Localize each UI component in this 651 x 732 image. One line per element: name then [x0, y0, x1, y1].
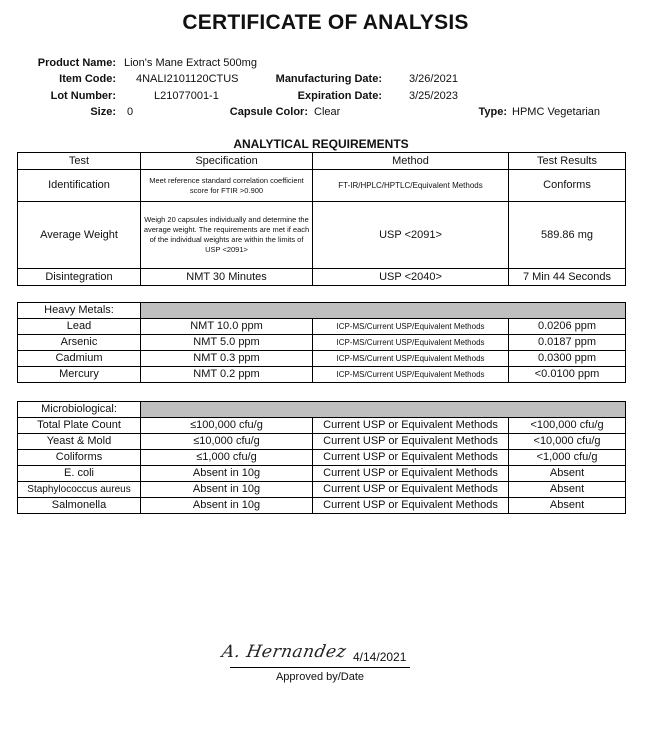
analytical-table — [17, 152, 626, 286]
manufacturing-date-label: Manufacturing Date: — [275, 73, 382, 85]
specification: NMT 0.2 ppm — [141, 367, 313, 383]
header-specification: Specification — [141, 153, 313, 170]
heavy-metals-title: Heavy Metals: — [18, 303, 141, 319]
expiration-date-label: Expiration Date: — [297, 90, 382, 102]
header-test: Test — [18, 153, 141, 170]
item-code-value: 4NALI2101120CTUS — [136, 73, 239, 85]
type-label: Type: — [478, 106, 507, 118]
heavy-metals-table — [17, 302, 626, 383]
capsule-color-value: Clear — [314, 106, 341, 118]
specification: Weigh 20 capsules individually and determine the average weight. The requirements are met if each of the individual weights are within the limits of USP <2091> — [141, 202, 313, 269]
test-result: Absent — [509, 498, 626, 514]
specification: NMT 10.0 ppm — [141, 319, 313, 335]
test-result: 7 Min 44 Seconds — [509, 269, 626, 286]
test-result: Conforms — [509, 170, 626, 202]
expiration-date-value: 3/25/2023 — [409, 90, 458, 102]
test-result: <10,000 cfu/g — [509, 434, 626, 450]
test-name: Cadmium — [18, 351, 141, 367]
table-row — [18, 319, 626, 335]
specification: Absent in 10g — [141, 466, 313, 482]
signature-line — [230, 667, 410, 668]
table-row — [18, 170, 626, 202]
table-row — [18, 351, 626, 367]
analytical-requirements-title: ANALYTICAL REQUIREMENTS — [233, 137, 409, 151]
table-row — [18, 269, 626, 286]
product-name-label: Product Name: — [37, 57, 116, 69]
lot-number-value: L21077001-1 — [154, 90, 219, 102]
test-name: Yeast & Mold — [18, 434, 141, 450]
method: ICP-MS/Current USP/Equivalent Methods — [313, 319, 509, 335]
size-label: Size: — [90, 106, 116, 118]
test-name: Lead — [18, 319, 141, 335]
method: Current USP or Equivalent Methods — [313, 434, 509, 450]
test-result: 589.86 mg — [509, 202, 626, 269]
method: Current USP or Equivalent Methods — [313, 482, 509, 498]
test-result: 0.0187 ppm — [509, 335, 626, 351]
test-name: Total Plate Count — [18, 418, 141, 434]
method: ICP-MS/Current USP/Equivalent Methods — [313, 335, 509, 351]
table-header-row — [18, 153, 626, 170]
header-test-results: Test Results — [509, 153, 626, 170]
item-code-label: Item Code: — [59, 73, 116, 85]
test-name: Coliforms — [18, 450, 141, 466]
specification: ≤10,000 cfu/g — [141, 434, 313, 450]
test-name: Arsenic — [18, 335, 141, 351]
section-header-row — [18, 303, 626, 319]
table-row — [18, 434, 626, 450]
type-value: HPMC Vegetarian — [512, 106, 601, 118]
specification: Absent in 10g — [141, 498, 313, 514]
test-name: Average Weight — [18, 202, 141, 269]
test-name: E. coli — [18, 466, 141, 482]
table-row — [18, 450, 626, 466]
test-name: Staphylococcus aureus — [18, 482, 141, 498]
document-title: CERTIFICATE OF ANALYSIS — [182, 11, 469, 34]
specification: ≤1,000 cfu/g — [141, 450, 313, 466]
specification: NMT 5.0 ppm — [141, 335, 313, 351]
table-row — [18, 418, 626, 434]
test-result: <0.0100 ppm — [509, 367, 626, 383]
table-row — [18, 202, 626, 269]
method: USP <2040> — [313, 269, 509, 286]
method: Current USP or Equivalent Methods — [313, 498, 509, 514]
test-result: <1,000 cfu/g — [509, 450, 626, 466]
product-name-value: Lion's Mane Extract 500mg — [124, 57, 257, 69]
specification: NMT 0.3 ppm — [141, 351, 313, 367]
test-name: Identification — [18, 170, 141, 202]
section-header-row — [18, 402, 626, 418]
specification: ≤100,000 cfu/g — [141, 418, 313, 434]
specification: Absent in 10g — [141, 482, 313, 498]
table-row — [18, 466, 626, 482]
method: ICP-MS/Current USP/Equivalent Methods — [313, 351, 509, 367]
table-row — [18, 498, 626, 514]
approver-signature: A. Hernandez — [220, 642, 348, 662]
table-row — [18, 335, 626, 351]
test-name: Mercury — [18, 367, 141, 383]
method: Current USP or Equivalent Methods — [313, 450, 509, 466]
test-result: 0.0206 ppm — [509, 319, 626, 335]
table-row — [18, 367, 626, 383]
microbiological-title: Microbiological: — [18, 402, 141, 418]
microbiological-table — [17, 401, 626, 514]
test-result: Absent — [509, 466, 626, 482]
method: Current USP or Equivalent Methods — [313, 418, 509, 434]
test-result: <100,000 cfu/g — [509, 418, 626, 434]
specification: NMT 30 Minutes — [141, 269, 313, 286]
method: ICP-MS/Current USP/Equivalent Methods — [313, 367, 509, 383]
test-result: 0.0300 ppm — [509, 351, 626, 367]
test-name: Disintegration — [18, 269, 141, 286]
table-row — [18, 482, 626, 498]
test-name: Salmonella — [18, 498, 141, 514]
manufacturing-date-value: 3/26/2021 — [409, 73, 458, 85]
method: FT-IR/HPLC/HPTLC/Equivalent Methods — [313, 170, 509, 202]
capsule-color-label: Capsule Color: — [229, 106, 308, 118]
test-result: Absent — [509, 482, 626, 498]
approval-date: 4/14/2021 — [353, 650, 407, 664]
header-method: Method — [313, 153, 509, 170]
approval-caption: Approved by/Date — [275, 671, 365, 683]
section-header-fill — [141, 303, 626, 319]
section-header-fill — [141, 402, 626, 418]
lot-number-label: Lot Number: — [50, 90, 116, 102]
method: USP <2091> — [313, 202, 509, 269]
size-value: 0 — [127, 106, 134, 118]
specification: Meet reference standard correlation coefficient score for FTIR >0.900 — [141, 170, 313, 202]
method: Current USP or Equivalent Methods — [313, 466, 509, 482]
